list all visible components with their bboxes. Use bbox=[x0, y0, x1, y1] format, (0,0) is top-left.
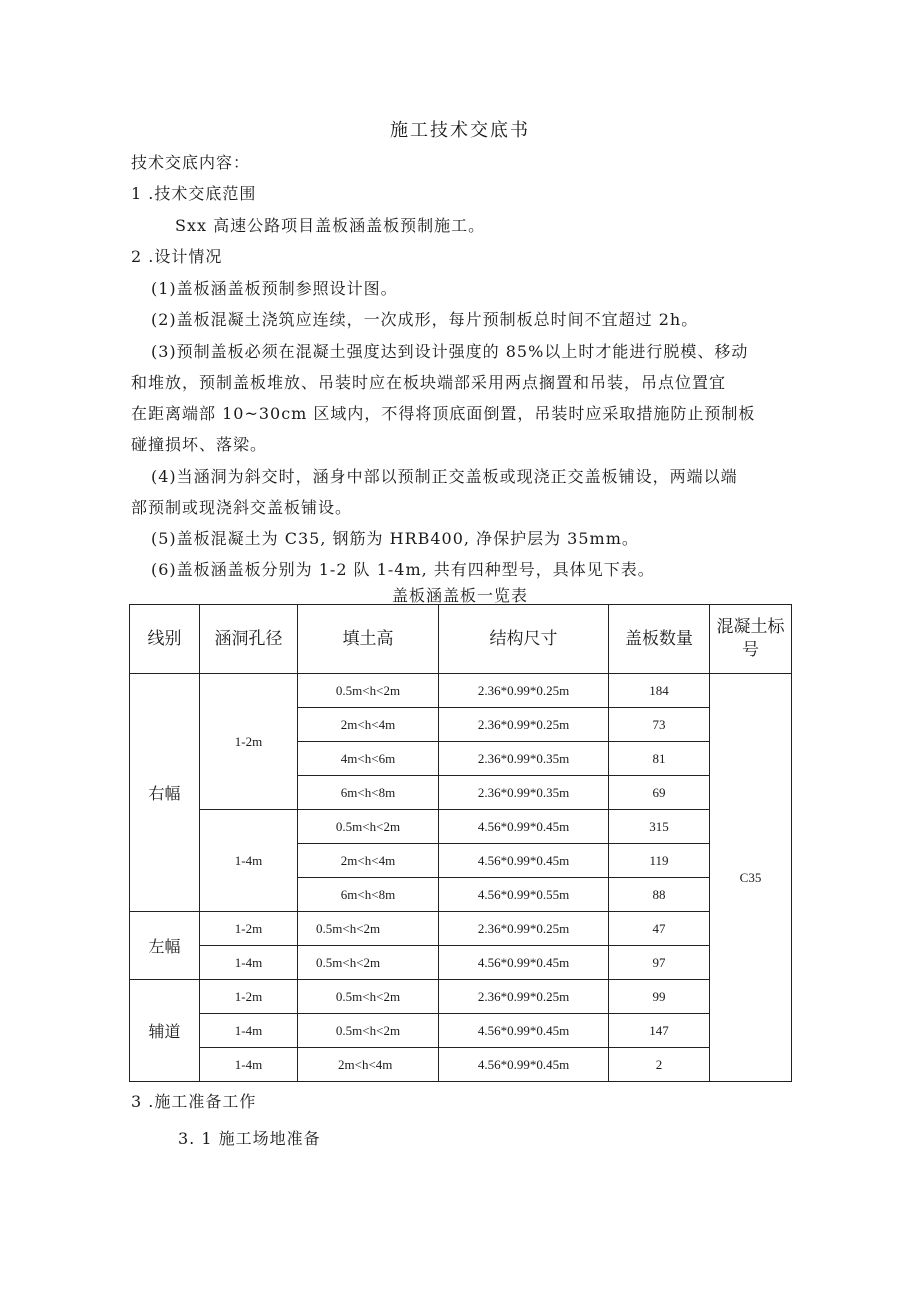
paragraph: 部预制或现浇斜交盖板铺设。 bbox=[131, 498, 353, 517]
qty-cell: 97 bbox=[609, 946, 710, 980]
header-cell: 混凝土标号 bbox=[710, 605, 792, 674]
qty-cell: 2 bbox=[609, 1048, 710, 1082]
qty-cell: 73 bbox=[609, 708, 710, 742]
table-caption: 盖板涵盖板一览表 bbox=[391, 586, 528, 605]
size-cell: 4.56*0.99*0.45m bbox=[439, 844, 609, 878]
section-heading-3: 3 .施工准备工作 bbox=[131, 1092, 257, 1111]
cover-plate-table bbox=[129, 604, 792, 1082]
qty-cell: 69 bbox=[609, 776, 710, 810]
fill-cell: 0.5m<h<2m bbox=[298, 980, 439, 1014]
header-cell: 结构尺寸 bbox=[439, 605, 609, 674]
size-cell: 2.36*0.99*0.35m bbox=[439, 742, 609, 776]
size-cell: 2.36*0.99*0.25m bbox=[439, 980, 609, 1014]
qty-cell: 315 bbox=[609, 810, 710, 844]
fill-cell bbox=[298, 912, 439, 946]
span-cell: 1-2m bbox=[200, 674, 298, 810]
span-cell: 1-2m bbox=[200, 980, 298, 1014]
span-cell: 1-4m bbox=[200, 1014, 298, 1048]
qty-cell: 119 bbox=[609, 844, 710, 878]
paragraph: (1)盖板涵盖板预制参照设计图。 bbox=[151, 279, 398, 298]
header-cell: 涵洞孔径 bbox=[200, 605, 298, 674]
paragraph: (4)当涵洞为斜交时，涵身中部以预制正交盖板或现浇正交盖板铺设，两端以端 bbox=[151, 467, 738, 486]
fill-cell: 4m<h<6m bbox=[298, 742, 439, 776]
header-cell: 盖板数量 bbox=[609, 605, 710, 674]
qty-cell: 99 bbox=[609, 980, 710, 1014]
fill-cell: 0.5m<h<2m bbox=[298, 674, 439, 708]
fill-cell: 0.5m<h<2m bbox=[298, 810, 439, 844]
paragraph: (2)盖板混凝土浇筑应连续，一次成形，每片预制板总时间不宜超过 2h。 bbox=[151, 310, 699, 329]
span-cell: 1-2m bbox=[200, 912, 298, 946]
fill-cell: 0.5m<h<2m bbox=[298, 1014, 439, 1048]
header-cell: 填土高 bbox=[298, 605, 439, 674]
qty-cell: 88 bbox=[609, 878, 710, 912]
fill-text: 0.5m<h<2m bbox=[316, 954, 381, 970]
paragraph: 碰撞损坏、落梁。 bbox=[131, 435, 268, 454]
size-cell: 2.36*0.99*0.25m bbox=[439, 708, 609, 742]
content-label: 技术交底内容： bbox=[131, 153, 251, 172]
table-row bbox=[130, 912, 792, 946]
qty-cell: 147 bbox=[609, 1014, 710, 1048]
size-cell: 4.56*0.99*0.45m bbox=[439, 946, 609, 980]
span-cell: 1-4m bbox=[200, 810, 298, 912]
paragraph: (5)盖板混凝土为 C35, 钢筋为 HRB400, 净保护层为 35mm。 bbox=[151, 529, 639, 548]
table-row bbox=[130, 980, 792, 1014]
qty-cell: 47 bbox=[609, 912, 710, 946]
size-cell: 4.56*0.99*0.45m bbox=[439, 1014, 609, 1048]
paragraph: Sxx 高速公路项目盖板涵盖板预制施工。 bbox=[175, 216, 486, 235]
table-row bbox=[130, 810, 792, 844]
table-row bbox=[130, 1014, 792, 1048]
fill-cell: 6m<h<8m bbox=[298, 878, 439, 912]
page-title: 施工技术交底书 bbox=[390, 120, 530, 141]
header-cell: 线别 bbox=[130, 605, 200, 674]
paragraph: (6)盖板涵盖板分别为 1-2 队 1-4m, 共有四种型号，具体见下表。 bbox=[151, 560, 655, 579]
span-cell: 1-4m bbox=[200, 946, 298, 980]
paragraph: 和堆放，预制盖板堆放、吊装时应在板块端部采用两点搁置和吊装，吊点位置宜 bbox=[131, 373, 727, 392]
size-cell: 2.36*0.99*0.25m bbox=[439, 912, 609, 946]
fill-cell bbox=[298, 1048, 439, 1082]
group-cell: 左幅 bbox=[130, 912, 200, 980]
fill-cell: 2m<h<4m bbox=[298, 844, 439, 878]
paragraph: 在距离端部 10~30cm 区域内，不得将顶底面倒置，吊装时应采取措施防止预制板 bbox=[131, 404, 756, 423]
qty-cell: 184 bbox=[609, 674, 710, 708]
concrete-cell: C35 bbox=[710, 674, 792, 1082]
size-cell: 2.36*0.99*0.35m bbox=[439, 776, 609, 810]
paragraph: (3)预制盖板必须在混凝土强度达到设计强度的 85%以上时才能进行脱模、移动 bbox=[151, 342, 749, 361]
subsection-heading: 3. 1 施工场地准备 bbox=[178, 1129, 321, 1148]
size-cell: 2.36*0.99*0.25m bbox=[439, 674, 609, 708]
section-heading-2: 2 .设计情况 bbox=[131, 247, 223, 266]
size-cell: 4.56*0.99*0.45m bbox=[439, 1048, 609, 1082]
span-cell: 1-4m bbox=[200, 1048, 298, 1082]
section-heading-1: 1 .技术交底范围 bbox=[131, 184, 257, 203]
table-row bbox=[130, 1048, 792, 1082]
table-row bbox=[130, 946, 792, 980]
group-cell: 辅道 bbox=[130, 980, 200, 1082]
size-cell: 4.56*0.99*0.55m bbox=[439, 878, 609, 912]
fill-cell bbox=[298, 946, 439, 980]
fill-text: 2m<h<4m bbox=[338, 1056, 393, 1072]
size-cell: 4.56*0.99*0.45m bbox=[439, 810, 609, 844]
group-cell: 右幅 bbox=[130, 674, 200, 912]
qty-cell: 81 bbox=[609, 742, 710, 776]
table-header-row bbox=[130, 605, 792, 674]
table-row bbox=[130, 674, 792, 708]
fill-text: 0.5m<h<2m bbox=[316, 920, 381, 936]
fill-cell: 6m<h<8m bbox=[298, 776, 439, 810]
fill-cell: 2m<h<4m bbox=[298, 708, 439, 742]
